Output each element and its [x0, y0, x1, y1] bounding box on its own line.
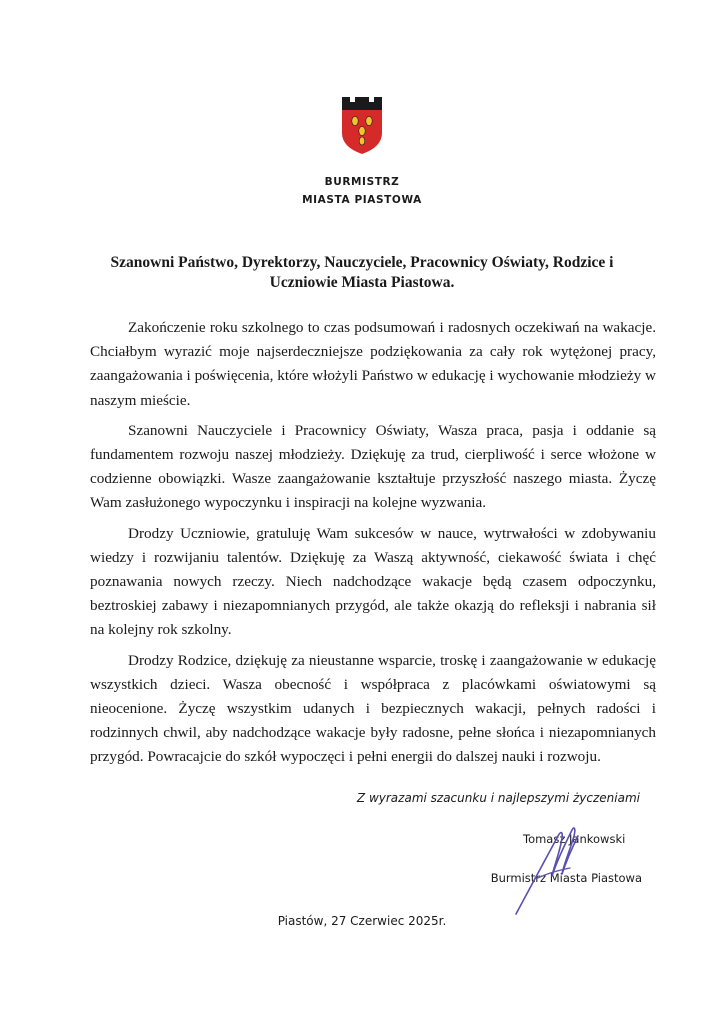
office-title-line2: MIASTA PIASTOWA: [302, 194, 422, 206]
coat-of-arms-icon: [341, 97, 383, 155]
signer-title: Burmistrz Miasta Piastowa: [490, 871, 642, 885]
office-title-line1: BURMISTRZ: [324, 176, 400, 188]
paragraph: Drodzy Uczniowie, gratuluję Wam sukcesów w nauce, wytrwałości w zdobywaniu wiedzy i rozwijaniu talentów. Dziękuję za Waszą aktywność, ciekawość świata i chęć poznawania nowych rzeczy. Niech nadchodzące wakacje będą czasem odpoczynku, beztroskiej zabawy i niezapomnianych przygód, ale także okazją do refleksji i nabrania sił na kolejny rok szkolny.: [90, 524, 656, 639]
paragraph: Drodzy Rodzice, dziękuję za nieustanne wsparcie, troskę i zaangażowanie w edukację wszystkich dzieci. Wasza obecność i współpraca z placówkami oświatowymi są nieocenione. Życzę wszystkim udanych i bezpiecznych wakacji, pełnych radości i rodzinnych chwil, aby nadchodzące wakacje były radosne, pełne słońca i niezapomnianych przygód. Powracajcie do szkół wypoczęci i pełni energii do dalszej nauki i rozwoju.: [90, 651, 656, 766]
letter-salutation: Szanowni Państwo, Dyrektorzy, Nauczyciele, Pracownicy Oświaty, Rodzice i Uczniowie Miasta Piastowa.: [110, 254, 614, 291]
signer-name: Tomasz Jankowski: [523, 832, 626, 846]
paragraph: Zakończenie roku szkolnego to czas podsumowań i radosnych oczekiwań na wakacje. Chciałbym wyrazić moje najserdeczniejsze podziękowania za cały rok wytężonej pracy, zaangażowania i poświęcenia, które włożyli Państwo w edukację i wychowanie młodzieży w naszym mieście.: [90, 319, 656, 409]
place-and-date: Piastów, 27 Czerwiec 2025r.: [277, 914, 447, 928]
letter-body: [90, 316, 656, 776]
closing-line: Z wyrazami szacunku i najlepszymi życzeniami: [356, 791, 640, 805]
handwritten-signature: [508, 818, 588, 918]
paragraph: Szanowni Nauczyciele i Pracownicy Oświaty, Wasza praca, pasja i oddanie są fundamentem rozwoju naszej młodzieży. Dziękuję za trud, cierpliwość i serce włożone w codzienne obowiązki. Wasze zaangażowanie kształtuje przyszłość naszego miasta. Życzę Wam zasłużonego wypoczynku i inspiracji na kolejne wyzwania.: [90, 421, 656, 512]
